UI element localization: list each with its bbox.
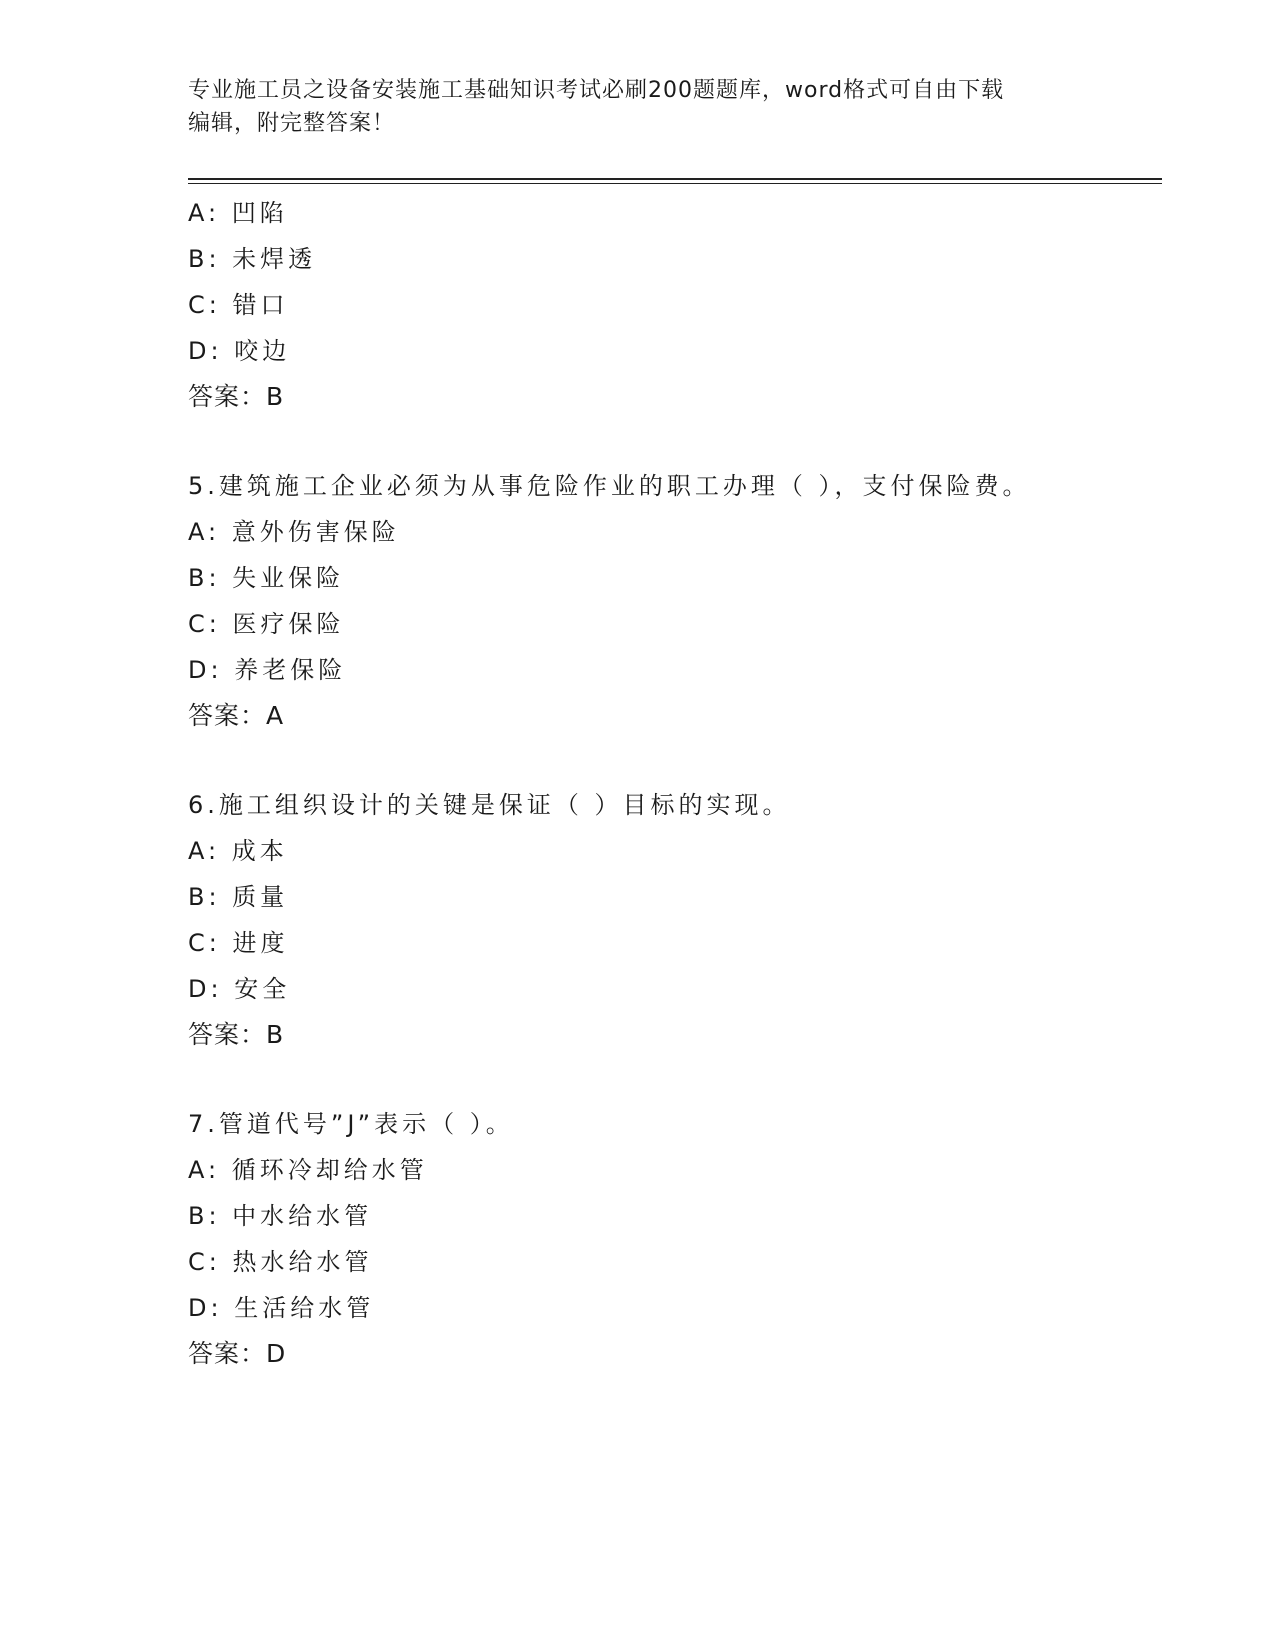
answer: 答案：B — [188, 1020, 285, 1049]
question-list — [188, 190, 1168, 1377]
answer: 答案：D — [188, 1339, 287, 1368]
document-header — [188, 74, 1088, 140]
question-6 — [188, 782, 1168, 1058]
option-a: A: 意外伤害保险 — [188, 518, 400, 546]
option-c: C: 进度 — [188, 929, 289, 957]
option-a: A: 凹陷 — [188, 199, 288, 227]
option-b: B: 质量 — [188, 883, 289, 911]
option-b: B: 中水给水管 — [188, 1202, 373, 1230]
option-d: D: 安全 — [188, 975, 291, 1003]
answer: 答案：A — [188, 701, 285, 730]
question-4 — [188, 190, 1168, 420]
header-divider-thin — [188, 183, 1162, 184]
question-text: 6.施工组织设计的关键是保证（ ）目标的实现。 — [188, 791, 791, 819]
question-text: 7.管道代号”J”表示（ ）。 — [188, 1110, 514, 1138]
option-c: C: 医疗保险 — [188, 610, 345, 638]
question-7 — [188, 1101, 1168, 1377]
header-divider-thick — [188, 178, 1162, 180]
option-d: D: 养老保险 — [188, 656, 347, 684]
option-a: A: 循环冷却给水管 — [188, 1156, 428, 1184]
option-d: D: 生活给水管 — [188, 1294, 375, 1322]
option-c: C: 错口 — [188, 291, 289, 319]
header-line-1: 专业施工员之设备安装施工基础知识考试必刷200题题库，word格式可自由下载 — [188, 78, 1005, 103]
option-d: D: 咬边 — [188, 337, 291, 365]
option-a: A: 成本 — [188, 837, 288, 865]
option-b: B: 失业保险 — [188, 564, 345, 592]
answer: 答案：B — [188, 382, 285, 411]
option-c: C: 热水给水管 — [188, 1248, 373, 1276]
header-line-2: 编辑，附完整答案！ — [188, 111, 396, 136]
option-b: B: 未焊透 — [188, 245, 317, 273]
question-5 — [188, 463, 1168, 739]
question-text: 5.建筑施工企业必须为从事危险作业的职工办理（ ），支付保险费。 — [188, 472, 1031, 500]
